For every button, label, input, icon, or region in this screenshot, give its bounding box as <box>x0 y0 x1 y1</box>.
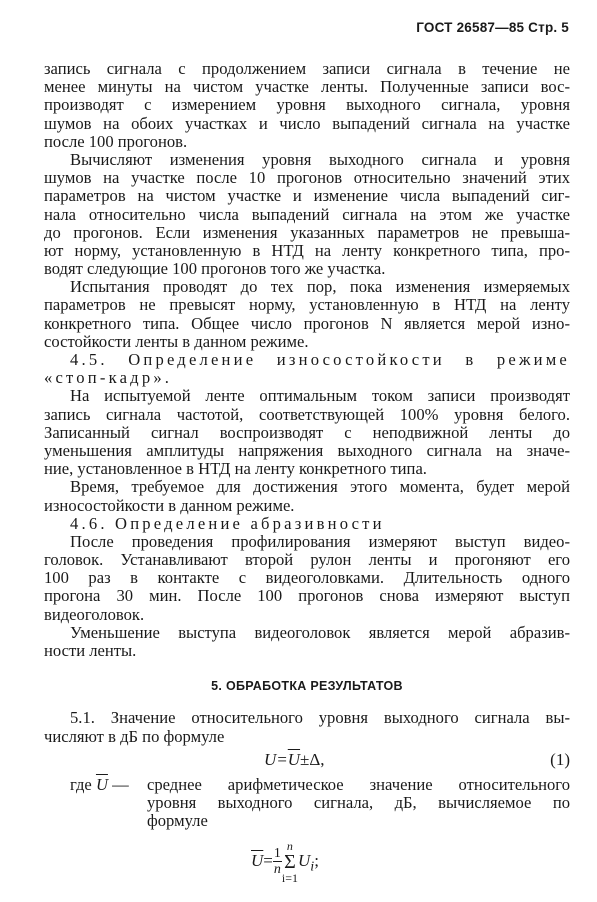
section-4-5-title <box>44 351 570 387</box>
paragraph-6 <box>44 533 570 624</box>
text-line: среднее арифметическое значение относительного <box>147 774 570 794</box>
text-line: уменьшения амплитуды напряжения выходного сигнала на значе- <box>44 440 570 460</box>
legend-dash: — <box>112 774 129 794</box>
formula-symbol-u-bar: $\overline{U}$ <box>287 749 301 769</box>
sum-sign: Σ <box>284 850 296 873</box>
formula-term: U <box>297 850 311 870</box>
legend-word: где <box>70 774 92 794</box>
formula-1 <box>44 746 570 776</box>
text-line: износостойкости в данном режиме. <box>44 495 295 515</box>
formula-2-expression <box>251 840 319 884</box>
text-line: 100 раз в контакте с видеоголовками. Длительность одного <box>44 568 570 588</box>
formula-number: (1) <box>550 749 570 769</box>
formula-symbol-u: U <box>264 749 277 769</box>
text-line: нала относительно числа выпадений сигнала на этом же участке <box>44 204 570 224</box>
text-line: Записанный сигнал воспроизводят с неподвижной ленты до <box>44 422 570 442</box>
paragraph-3 <box>44 278 570 351</box>
text-line: На испытуемой ленте оптимальным током записи производят <box>70 386 570 406</box>
text-line: ности ленты. <box>44 641 137 660</box>
text-line: прогона 30 мин. После 100 прогонов снова измеряют выступ <box>44 586 570 606</box>
text-line: до прогонов. Если изменения указанных параметров не превыша- <box>44 222 570 242</box>
text-line: Время, требуемое для достижения этого момента, будет мерой <box>70 477 570 497</box>
paragraph-1 <box>44 60 570 151</box>
text-line: головок. Устанавливают второй рулон ленты и прогоняют его <box>44 550 570 570</box>
text-line: менее минуты на чистом участке ленты. Полученные записи вос- <box>44 77 570 97</box>
fraction-denominator: n <box>273 862 281 878</box>
text-line: числяют в дБ по формуле <box>44 726 225 746</box>
text-line: ют норму, установленную в НТД на ленту конкретного типа, про- <box>44 240 570 260</box>
fraction-numerator: 1 <box>273 846 281 862</box>
formula-equals: = <box>276 749 288 769</box>
paragraph-2 <box>44 151 570 278</box>
text-line: запись сигнала частотой, соответствующей 100% уровня белого. <box>44 404 570 424</box>
text-line: шумов на обоих участках и число выпадений сигнала на участке <box>44 113 570 133</box>
legend-symbol: $\overline{U}$ <box>95 774 108 794</box>
text-line: параметров не превысят норму, установленную в НТД на ленту <box>44 295 570 315</box>
section-5-heading: 5. ОБРАБОТКА РЕЗУЛЬТАТОВ <box>211 679 403 694</box>
formula-plus-minus-delta: ±Δ, <box>300 749 325 769</box>
paragraph-7 <box>44 624 570 660</box>
text-line: состойкости ленты в данном режиме. <box>44 331 309 351</box>
text-line: видеоголовок. <box>44 604 145 624</box>
text-line: уровня выходного сигнала, дБ, вычисляемое по <box>147 792 570 812</box>
formula-symbol-u-bar: $\overline{U}$ <box>251 850 264 870</box>
page-header: ГОСТ 26587—85 Стр. 5 <box>416 20 569 35</box>
legend-lead <box>70 776 129 794</box>
sum-lower-limit: i=1 <box>281 870 298 885</box>
section-heading: 4.5. Определение износостойкости в режиме <box>70 350 570 369</box>
paragraph-4 <box>44 387 570 478</box>
formula-subscript: i <box>310 858 315 875</box>
formula-2 <box>44 832 570 902</box>
paragraph-8 <box>44 709 570 745</box>
legend-description <box>147 776 570 831</box>
text-line: шумов на участке после 10 прогонов относительно значений этих <box>44 168 570 188</box>
text-line: ние, установленное в НТД на ленту конкретного типа. <box>44 459 427 479</box>
formula-fraction <box>273 846 282 877</box>
section-heading: «стоп-кадр». <box>44 368 173 388</box>
text-line: формуле <box>147 811 208 831</box>
text-line: после 100 прогонов. <box>44 131 188 151</box>
text-line: Испытания проводят до тех пор, пока изменения измеряемых <box>70 277 570 297</box>
text-line: Уменьшение выступа видеоголовок является мерой абразив- <box>70 622 570 642</box>
sum-upper-limit: n <box>286 838 293 853</box>
formula-1-expression <box>264 751 325 769</box>
text-line: конкретного типа. Общее число прогонов N является мерой изно- <box>44 313 570 333</box>
formula-semicolon: ; <box>314 850 319 870</box>
formula-sum <box>282 840 298 884</box>
text-line: параметров на чистом участке и изменение числа выпадений сиг- <box>44 186 570 206</box>
text-line: 5.1. Значение относительного уровня выходного сигнала вы- <box>70 708 570 728</box>
formula-equals: = <box>263 850 273 870</box>
text-line: водят следующие 100 прогонов того же участка. <box>44 259 386 279</box>
paragraph-5 <box>44 478 570 514</box>
text-line: производят с измерением уровня выходного сигнала, уровня <box>44 95 570 115</box>
section-heading: 4.6. Определение абразивности <box>70 513 385 533</box>
text-line: После проведения профилирования измеряют выступ видео- <box>70 531 570 551</box>
text-line: Вычисляют изменения уровня выходного сигнала и уровня <box>70 149 570 169</box>
page-content <box>44 60 570 902</box>
formula-legend <box>44 776 570 832</box>
section-4-6-title <box>44 515 570 533</box>
text-line: запись сигнала с продолжением записи сигнала в течение не <box>44 59 570 78</box>
